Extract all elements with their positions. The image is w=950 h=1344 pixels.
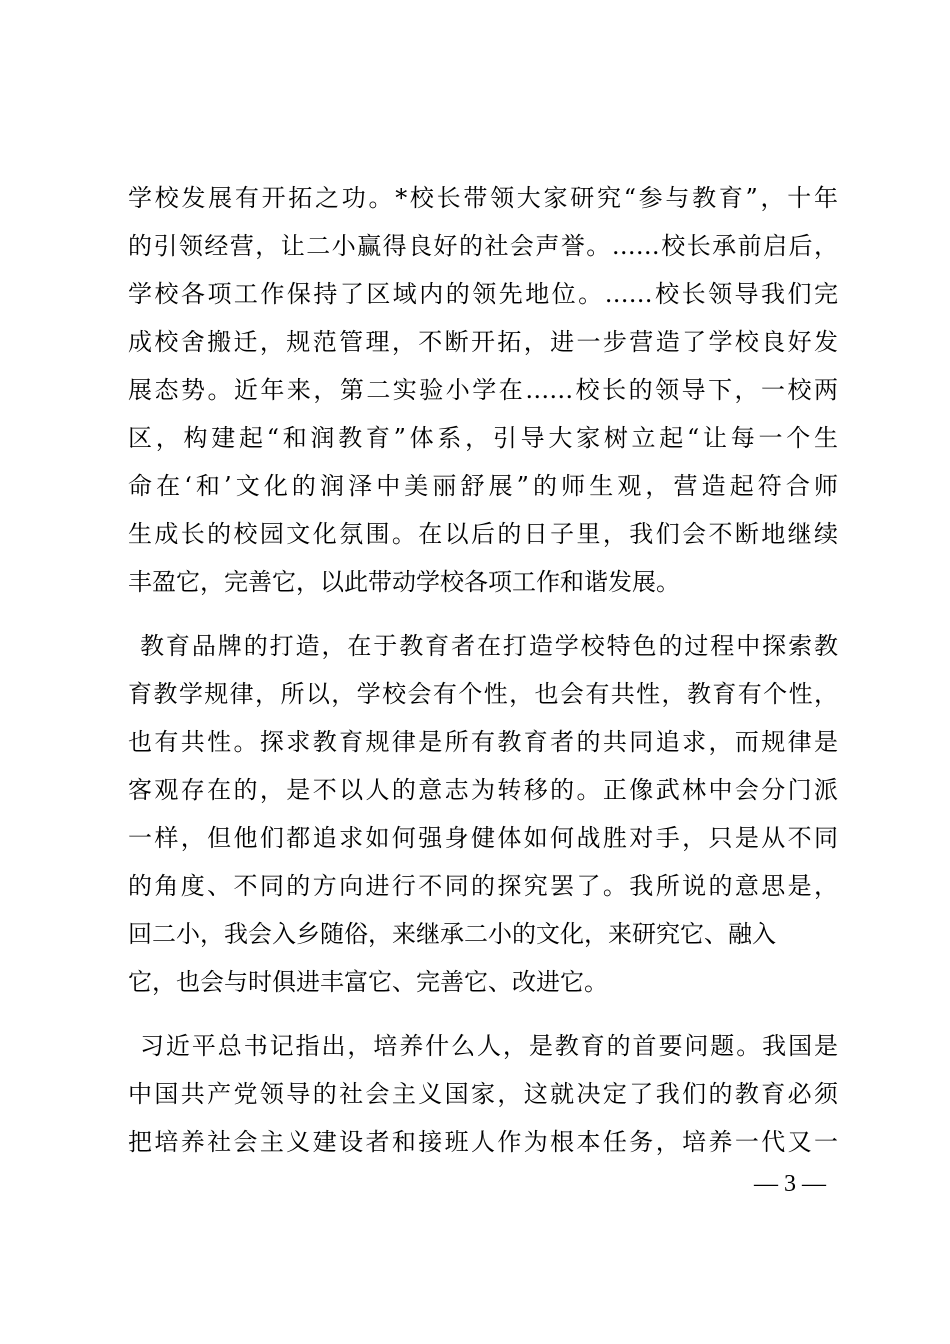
text-line: 生成长的校园文化氛围。在以后的日子里，我们会不断地继续 bbox=[128, 520, 838, 548]
text-line: 丰盈它，完善它，以此带动学校各项工作和谐发展。 bbox=[128, 568, 680, 596]
text-line: 也有共性。探求教育规律是所有教育者的共同追求，而规律是 bbox=[128, 728, 838, 756]
text-line: 教育品牌的打造，在于教育者在打造学校特色的过程中探索教 bbox=[140, 632, 838, 660]
paragraph-1 bbox=[128, 174, 838, 606]
text-line: 习近平总书记指出，培养什么人，是教育的首要问题。我国是 bbox=[140, 1032, 838, 1060]
text-line: 中国共产党领导的社会主义国家，这就决定了我们的教育必须 bbox=[128, 1080, 838, 1108]
text-line: 育教学规律，所以，学校会有个性，也会有共性，教育有个性， bbox=[128, 680, 838, 708]
text-line: 展态势。近年来，第二实验小学在……校长的领导下，一校两 bbox=[128, 376, 838, 404]
page-number: — 3 — bbox=[754, 1171, 826, 1197]
text-line: 命在‘和’文化的润泽中美丽舒展”的师生观，营造起符合师 bbox=[128, 472, 838, 500]
text-line: 回二小，我会入乡随俗，来继承二小的文化，来研究它、融入 bbox=[128, 920, 776, 948]
text-line: 区，构建起“和润教育”体系，引导大家树立起“让每一个生 bbox=[128, 424, 838, 452]
text-line: 一样，但他们都追求如何强身健体如何战胜对手，只是从不同 bbox=[128, 824, 838, 852]
text-line: 学校各项工作保持了区域内的领先地位。……校长领导我们完 bbox=[128, 280, 838, 308]
text-line: 把培养社会主义建设者和接班人作为根本任务，培养一代又一 bbox=[128, 1128, 838, 1156]
text-line: 学校发展有开拓之功。*校长带领大家研究“参与教育”，十年 bbox=[128, 184, 838, 212]
text-line: 客观存在的，是不以人的意志为转移的。正像武林中会分门派 bbox=[128, 776, 838, 804]
text-line: 它，也会与时俱进丰富它、完善它、改进它。 bbox=[128, 968, 608, 996]
text-line: 的角度、不同的方向进行不同的探究罢了。我所说的意思是， bbox=[128, 872, 838, 900]
text-line: 的引领经营，让二小赢得良好的社会声誉。……校长承前启后， bbox=[128, 232, 838, 260]
paragraph-3 bbox=[128, 1022, 838, 1166]
paragraph-2 bbox=[128, 622, 838, 1006]
text-line: 成校舍搬迁，规范管理，不断开拓，进一步营造了学校良好发 bbox=[128, 328, 838, 356]
